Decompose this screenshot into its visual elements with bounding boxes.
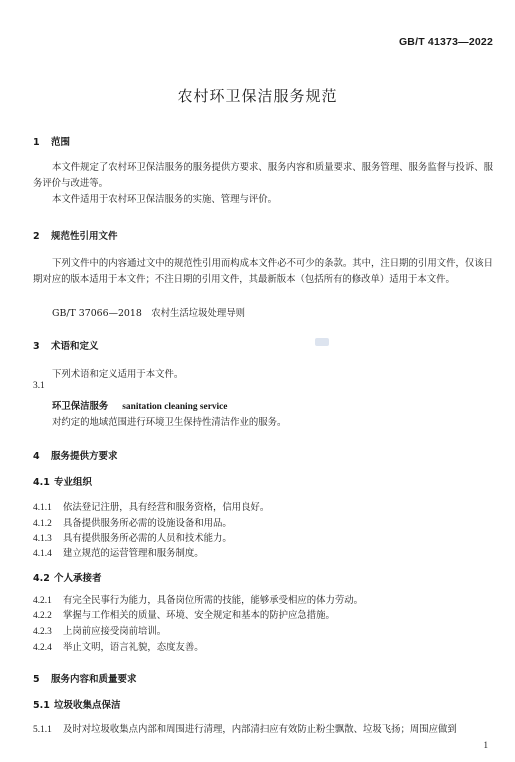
section-number: 2 [33,231,40,242]
section-1-heading [33,134,70,148]
list-item [33,592,363,606]
list-item [33,545,204,559]
document-title: 农村环卫保洁服务规范 [177,87,338,105]
subsection-title: 垃圾收集点保洁 [54,700,121,711]
section-number: 3 [33,341,40,352]
section-number: 1 [33,137,40,148]
subsection-title: 专业组织 [54,477,93,488]
subsection-number: 5.1 [33,700,50,711]
section-number: 4 [33,451,40,462]
subsection-5-1-heading [33,697,121,711]
item-text: 具有提供服务所必需的人员和技术能力。 [63,533,232,544]
item-number: 4.1.4 [33,549,52,559]
section-5-heading [33,671,137,685]
term-english: sanitation cleaning service [122,402,228,412]
list-item [33,499,269,513]
item-text: 及时对垃圾收集点内部和周围进行清理，内部清扫应有效防止粉尘飘散、垃圾飞扬；周围应做到 [63,724,457,735]
item-number: 4.2.2 [33,611,52,621]
list-item [33,721,493,735]
section-title: 范围 [51,137,71,148]
item-text: 上岗前应接受岗前培训。 [63,626,167,637]
watermark-badge [315,338,329,346]
item-number: 4.1.2 [33,519,52,529]
term-chinese: 环卫保洁服务 [52,401,109,412]
list-item [33,623,166,637]
item-number: 4.2.4 [33,643,52,653]
section-2-heading [33,228,118,242]
subsection-number: 4.1 [33,477,50,488]
section-4-heading [33,448,118,462]
page-number: 1 [483,740,488,750]
normative-reference: GB/T 37066—2018 农村生活垃圾处理导则 [52,308,245,319]
item-text: 举止文明，语言礼貌，态度友善。 [63,642,204,653]
section-title: 服务内容和质量要求 [51,674,137,685]
subsection-title: 个人承接者 [54,573,102,584]
list-item [33,607,335,621]
section-number: 5 [33,674,40,685]
term-definition: 对约定的地域范围进行环境卫生保持性清洁作业的服务。 [52,417,287,428]
section-3-heading [33,338,99,352]
section-title: 规范性引用文件 [51,231,118,242]
section-title: 术语和定义 [51,341,99,352]
list-item [33,639,204,653]
item-number: 4.2.1 [33,596,52,606]
term-entry [52,398,227,412]
standard-number: GB/T 41373—2022 [398,36,493,48]
paragraph: 本文件规定了农村环卫保洁服务的服务提供方要求、服务内容和质量要求、服务管理、服务监督与投诉、服务评价与改进等。 [33,162,493,189]
item-number: 4.1.3 [33,534,52,544]
term-number: 3.1 [33,381,45,391]
section-title: 服务提供方要求 [51,451,118,462]
item-text: 建立规范的运营管理和服务制度。 [63,548,204,559]
paragraph: 下列术语和定义适用于本文件。 [52,369,184,380]
list-item [33,530,232,544]
item-text: 掌握与工作相关的质量、环境、安全规定和基本的防护应急措施。 [63,610,335,621]
item-text: 具备提供服务所必需的设施设备和用品。 [63,518,232,529]
item-number: 4.1.1 [33,503,52,513]
item-number: 5.1.1 [33,725,52,735]
item-number: 4.2.3 [33,627,52,637]
list-item [33,515,232,529]
subsection-number: 4.2 [33,573,50,584]
item-text: 有完全民事行为能力，具备岗位所需的技能，能够承受相应的体力劳动。 [63,595,364,606]
paragraph: 本文件适用于农村环卫保洁服务的实施、管理与评价。 [52,194,278,205]
item-text: 依法登记注册，具有经营和服务资格，信用良好。 [63,502,270,513]
subsection-4-2-heading [33,570,102,584]
subsection-4-1-heading [33,474,92,488]
paragraph: 下列文件中的内容通过文中的规范性引用而构成本文件必不可少的条款。其中，注日期的引用文件，仅该日期对应的版本适用于本文件；不注日期的引用文件，其最新版本（包括所有的修改单）适用于本文件。 [33,258,493,285]
